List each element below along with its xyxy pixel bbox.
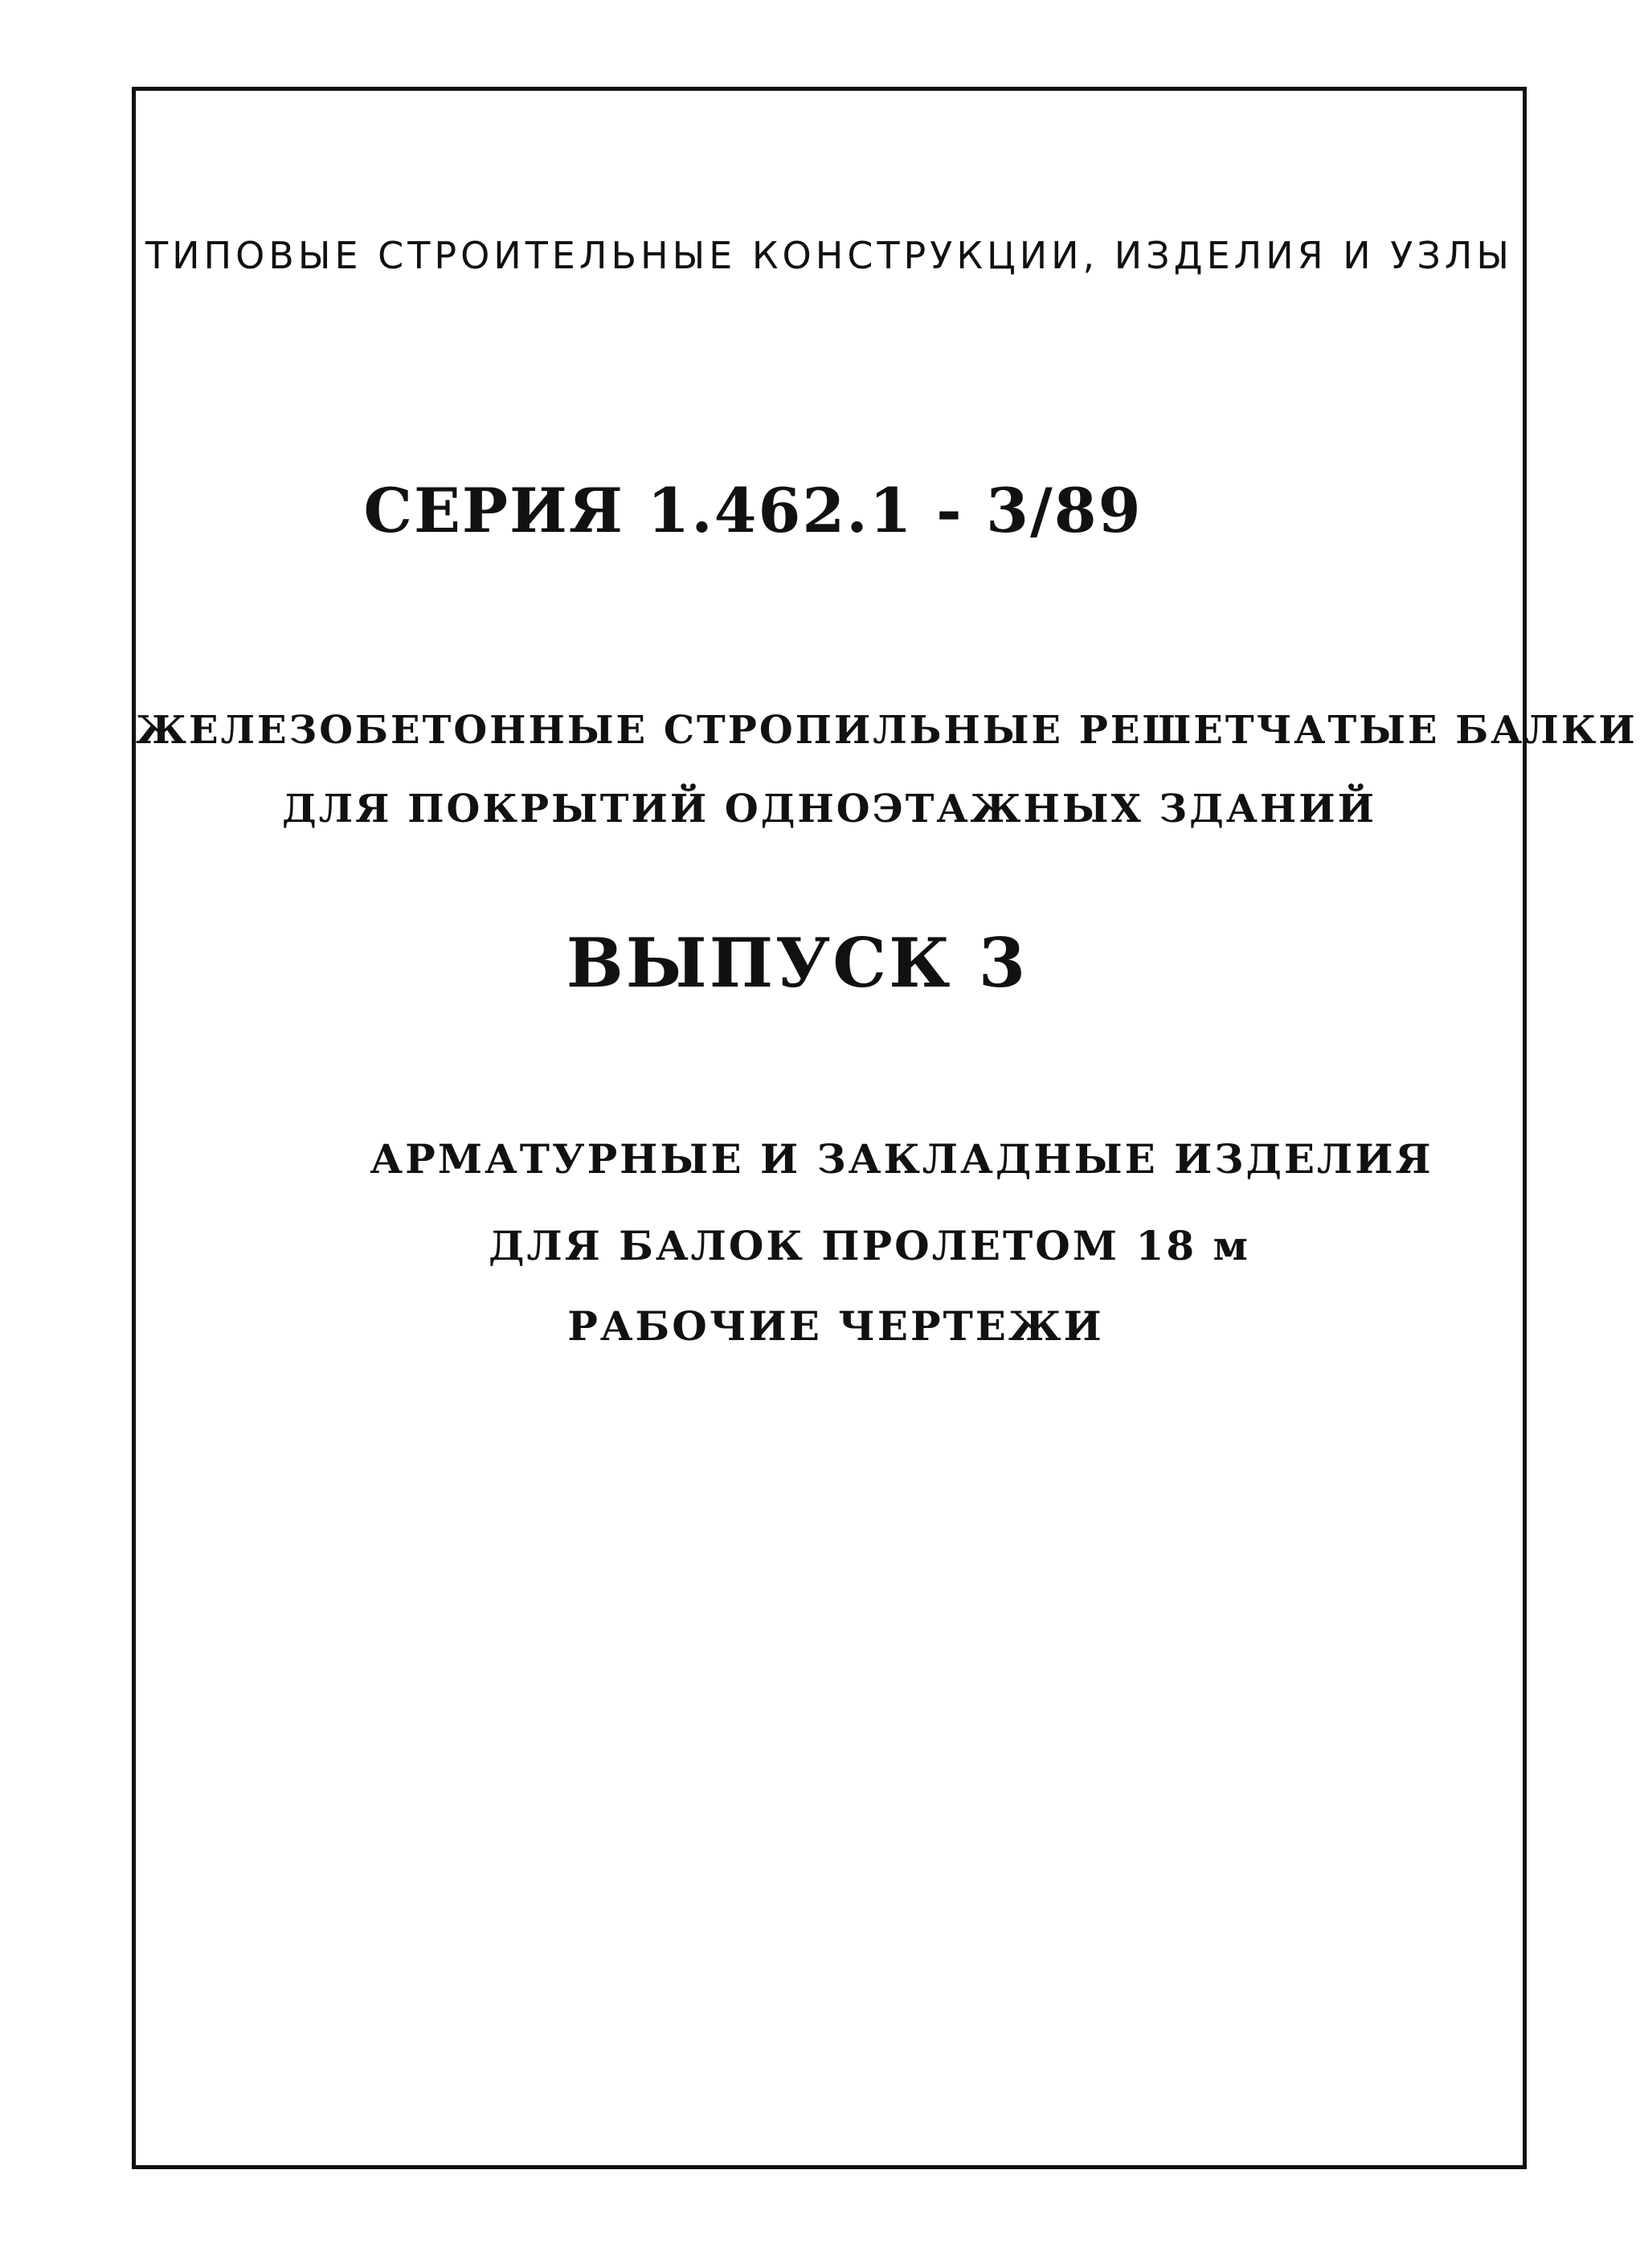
title-page-frame xyxy=(132,87,1638,2169)
content-line-3: РАБОЧИЕ ЧЕРТЕЖИ xyxy=(567,1302,1104,1350)
series-title: СЕРИЯ 1.462.1 - 3/89 xyxy=(363,475,1143,546)
publication-category-heading: ТИПОВЫЕ СТРОИТЕЛЬНЫЕ КОНСТРУКЦИИ, ИЗДЕЛИЯ И УЗЛЫ xyxy=(145,234,1513,277)
content-line-2: ДЛЯ БАЛОК ПРОЛЕТОМ 18 м xyxy=(489,1222,1250,1269)
subject-line-1: ЖЕЛЕЗОБЕТОННЫЕ СТРОПИЛЬНЫЕ РЕШЕТЧАТЫЕ БАЛКИ xyxy=(136,708,1638,753)
content-line-1: АРМАТУРНЫЕ И ЗАКЛАДНЫЕ ИЗДЕЛИЯ xyxy=(370,1135,1433,1183)
issue-title: ВЫПУСК 3 xyxy=(566,923,1029,1003)
subject-line-2: ДЛЯ ПОКРЫТИЙ ОДНОЭТАЖНЫХ ЗДАНИЙ xyxy=(282,787,1376,832)
